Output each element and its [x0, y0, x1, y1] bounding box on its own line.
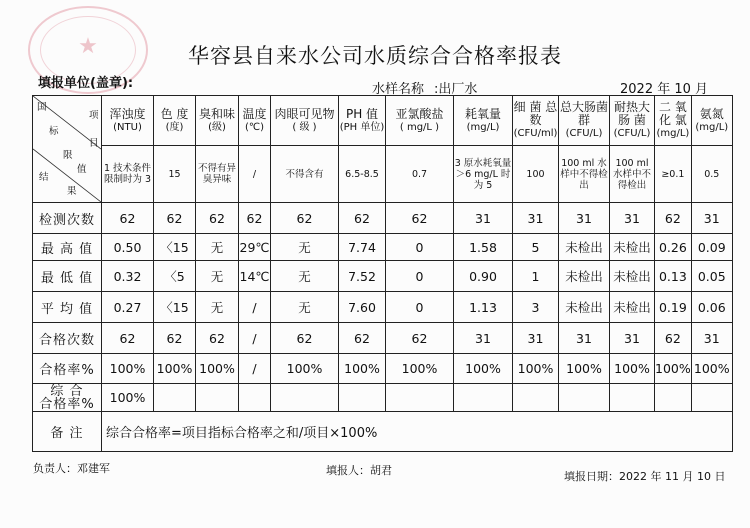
- table-cell: 31: [610, 323, 655, 354]
- corner-label-zhi: 值: [77, 164, 87, 175]
- table-cell: 无: [271, 261, 339, 292]
- table-cell: 100%: [559, 354, 610, 384]
- table-cell: 无: [196, 292, 239, 323]
- table-cell: 62: [655, 203, 692, 234]
- table-cell: /: [239, 323, 271, 354]
- table-cell: 0: [386, 261, 454, 292]
- table-cell: 0.13: [655, 261, 692, 292]
- row-pass-count: [33, 323, 733, 354]
- table-cell: 1.13: [454, 292, 513, 323]
- table-cell: 0.32: [102, 261, 154, 292]
- col-header-thermotolerant-coliform: 耐热大肠 菌 (CFU/L): [610, 96, 655, 146]
- limit-row: [33, 146, 733, 203]
- table-cell: 62: [196, 323, 239, 354]
- table-cell: /: [239, 292, 271, 323]
- corner-label-mu: 目: [89, 138, 99, 149]
- table-cell: 0.05: [691, 261, 732, 292]
- limit-visible-matter: 不得含有: [271, 146, 339, 203]
- fill-date: 填报日期：2022 年 11 月 10 日: [564, 470, 726, 483]
- table-cell: 62: [102, 203, 154, 234]
- table-cell: 100%: [610, 354, 655, 384]
- limit-color: 15: [154, 146, 196, 203]
- col-header-ammonia: 氨氮 (mg/L): [691, 96, 732, 146]
- table-cell: 7.74: [339, 234, 386, 261]
- col-header-chlorine-dioxide: 二 氧 化 氯 (mg/L): [655, 96, 692, 146]
- table-cell: /: [239, 354, 271, 384]
- table-cell: 62: [196, 203, 239, 234]
- table-cell: 62: [386, 203, 454, 234]
- limit-chlorine-dioxide: ≥0.1: [655, 146, 692, 203]
- limit-coliform: 100 ml 水样中不得检出: [559, 146, 610, 203]
- table-cell: 100%: [386, 354, 454, 384]
- table-cell: 31: [691, 203, 732, 234]
- limit-chlorite: 0.7: [386, 146, 454, 203]
- table-cell: 62: [102, 323, 154, 354]
- row-pass-rate: [33, 354, 733, 384]
- table-cell: 62: [271, 203, 339, 234]
- report-title: 华容县自来水公司水质综合合格率报表: [188, 44, 562, 68]
- table-cell: 62: [339, 203, 386, 234]
- row-test-count: [33, 203, 733, 234]
- table-cell: 0.26: [655, 234, 692, 261]
- corner-label-xiang: 项: [89, 110, 99, 121]
- report-period: 2022 年 10 月: [620, 82, 709, 97]
- sample-name-value: :出厂水: [434, 82, 478, 97]
- table-cell: 100%: [196, 354, 239, 384]
- table-cell: 100%: [691, 354, 732, 384]
- col-header-ph: PH 值 (PH 单位): [339, 96, 386, 146]
- table-cell: 100%: [154, 354, 196, 384]
- table-cell: 未检出: [559, 292, 610, 323]
- table-cell: 31: [454, 323, 513, 354]
- water-quality-table: [32, 95, 733, 452]
- fill-unit-label: 填报单位(盖章):: [38, 76, 134, 91]
- table-cell: 31: [559, 203, 610, 234]
- table-cell: 1.58: [454, 234, 513, 261]
- header-corner-cell: [33, 96, 102, 203]
- table-cell: 0.50: [102, 234, 154, 261]
- limit-ph: 6.5-8.5: [339, 146, 386, 203]
- table-cell: 7.52: [339, 261, 386, 292]
- table-cell: 31: [691, 323, 732, 354]
- table-cell: 100%: [271, 354, 339, 384]
- table-cell: 0.90: [454, 261, 513, 292]
- row-label: 平 均 值: [33, 292, 102, 323]
- remark-label: 备 注: [33, 412, 102, 452]
- row-max: [33, 234, 733, 261]
- table-cell: 5: [513, 234, 559, 261]
- col-header-odor: 臭和味 (级): [196, 96, 239, 146]
- row-remark: [33, 412, 733, 452]
- table-cell: 100%: [513, 354, 559, 384]
- table-cell: 无: [271, 292, 339, 323]
- col-header-bacteria: 细 菌 总 数 (CFU/ml): [513, 96, 559, 146]
- limit-thermotolerant-coliform: 100 ml 水样中不得检出: [610, 146, 655, 203]
- table-cell: 29℃: [239, 234, 271, 261]
- table-cell: 未检出: [610, 234, 655, 261]
- col-header-oxygen-consumption: 耗氧量 (mg/L): [454, 96, 513, 146]
- table-cell: 〈15: [154, 292, 196, 323]
- limit-oxygen-consumption: 3 原水耗氧量＞6 mg/L 时为 5: [454, 146, 513, 203]
- table-cell: 100%: [454, 354, 513, 384]
- table-cell: 62: [655, 323, 692, 354]
- corner-label-xian: 限: [63, 150, 73, 161]
- row-min: [33, 261, 733, 292]
- combined-label: 综 合 合格率%: [33, 384, 102, 412]
- table-cell: 31: [513, 203, 559, 234]
- col-header-color: 色 度 (度): [154, 96, 196, 146]
- table-cell: 0.09: [691, 234, 732, 261]
- table-cell: 〈5: [154, 261, 196, 292]
- table-cell: 62: [154, 323, 196, 354]
- table-cell: 无: [196, 261, 239, 292]
- table-cell: 100%: [339, 354, 386, 384]
- table-cell: 62: [339, 323, 386, 354]
- table-cell: 100%: [102, 354, 154, 384]
- table-cell: 3: [513, 292, 559, 323]
- table-cell: 0.27: [102, 292, 154, 323]
- table-cell: 31: [559, 323, 610, 354]
- sample-name-label: 水样名称: [372, 82, 425, 97]
- table-cell: 无: [196, 234, 239, 261]
- table-cell: 未检出: [610, 261, 655, 292]
- table-cell: 14℃: [239, 261, 271, 292]
- corner-label-biao: 标: [49, 126, 59, 137]
- table-cell: 0.06: [691, 292, 732, 323]
- table-cell: 7.60: [339, 292, 386, 323]
- combined-value: 100%: [102, 384, 154, 412]
- col-header-chlorite: 亚氯酸盐 ( mg/L ): [386, 96, 454, 146]
- row-combined-pass-rate: [33, 384, 733, 412]
- table-cell: 62: [386, 323, 454, 354]
- table-cell: 31: [513, 323, 559, 354]
- official-seal: ★: [28, 6, 148, 94]
- table-cell: 未检出: [559, 261, 610, 292]
- table-cell: 62: [154, 203, 196, 234]
- table-cell: 31: [610, 203, 655, 234]
- table-cell: 〈15: [154, 234, 196, 261]
- header-row: [33, 96, 733, 146]
- limit-turbidity: 1 技术条件限制时为 3: [102, 146, 154, 203]
- limit-odor: 不得有异臭异味: [196, 146, 239, 203]
- table-cell: 0: [386, 292, 454, 323]
- table-cell: 62: [239, 203, 271, 234]
- limit-bacteria: 100: [513, 146, 559, 203]
- col-header-turbidity: 浑浊度 (NTU): [102, 96, 154, 146]
- table-cell: 1: [513, 261, 559, 292]
- corner-label-guo: 国: [37, 102, 47, 113]
- corner-label-jie: 结: [39, 172, 49, 183]
- table-cell: 0: [386, 234, 454, 261]
- row-label: 最 低 值: [33, 261, 102, 292]
- col-header-temperature: 温度 (℃): [239, 96, 271, 146]
- remark-text: 综合合格率=项目指标合格率之和/项目×100%: [102, 412, 733, 452]
- row-label: 合格率%: [33, 354, 102, 384]
- filler-person: 填报人：胡君: [326, 464, 392, 477]
- corner-label-guo2: 果: [67, 186, 77, 197]
- table-cell: 100%: [655, 354, 692, 384]
- table-cell: 未检出: [559, 234, 610, 261]
- col-header-coliform: 总大肠菌 群 (CFU/L): [559, 96, 610, 146]
- row-label: 检测次数: [33, 203, 102, 234]
- limit-ammonia: 0.5: [691, 146, 732, 203]
- table-cell: 62: [271, 323, 339, 354]
- table-cell: 31: [454, 203, 513, 234]
- row-label: 最 高 值: [33, 234, 102, 261]
- table-cell: 未检出: [610, 292, 655, 323]
- col-header-visible-matter: 肉眼可见物 ( 级 ): [271, 96, 339, 146]
- row-label: 合格次数: [33, 323, 102, 354]
- row-average: [33, 292, 733, 323]
- table-cell: 无: [271, 234, 339, 261]
- responsible-person: 负责人：邓建军: [33, 462, 110, 475]
- table-cell: 0.19: [655, 292, 692, 323]
- limit-temperature: /: [239, 146, 271, 203]
